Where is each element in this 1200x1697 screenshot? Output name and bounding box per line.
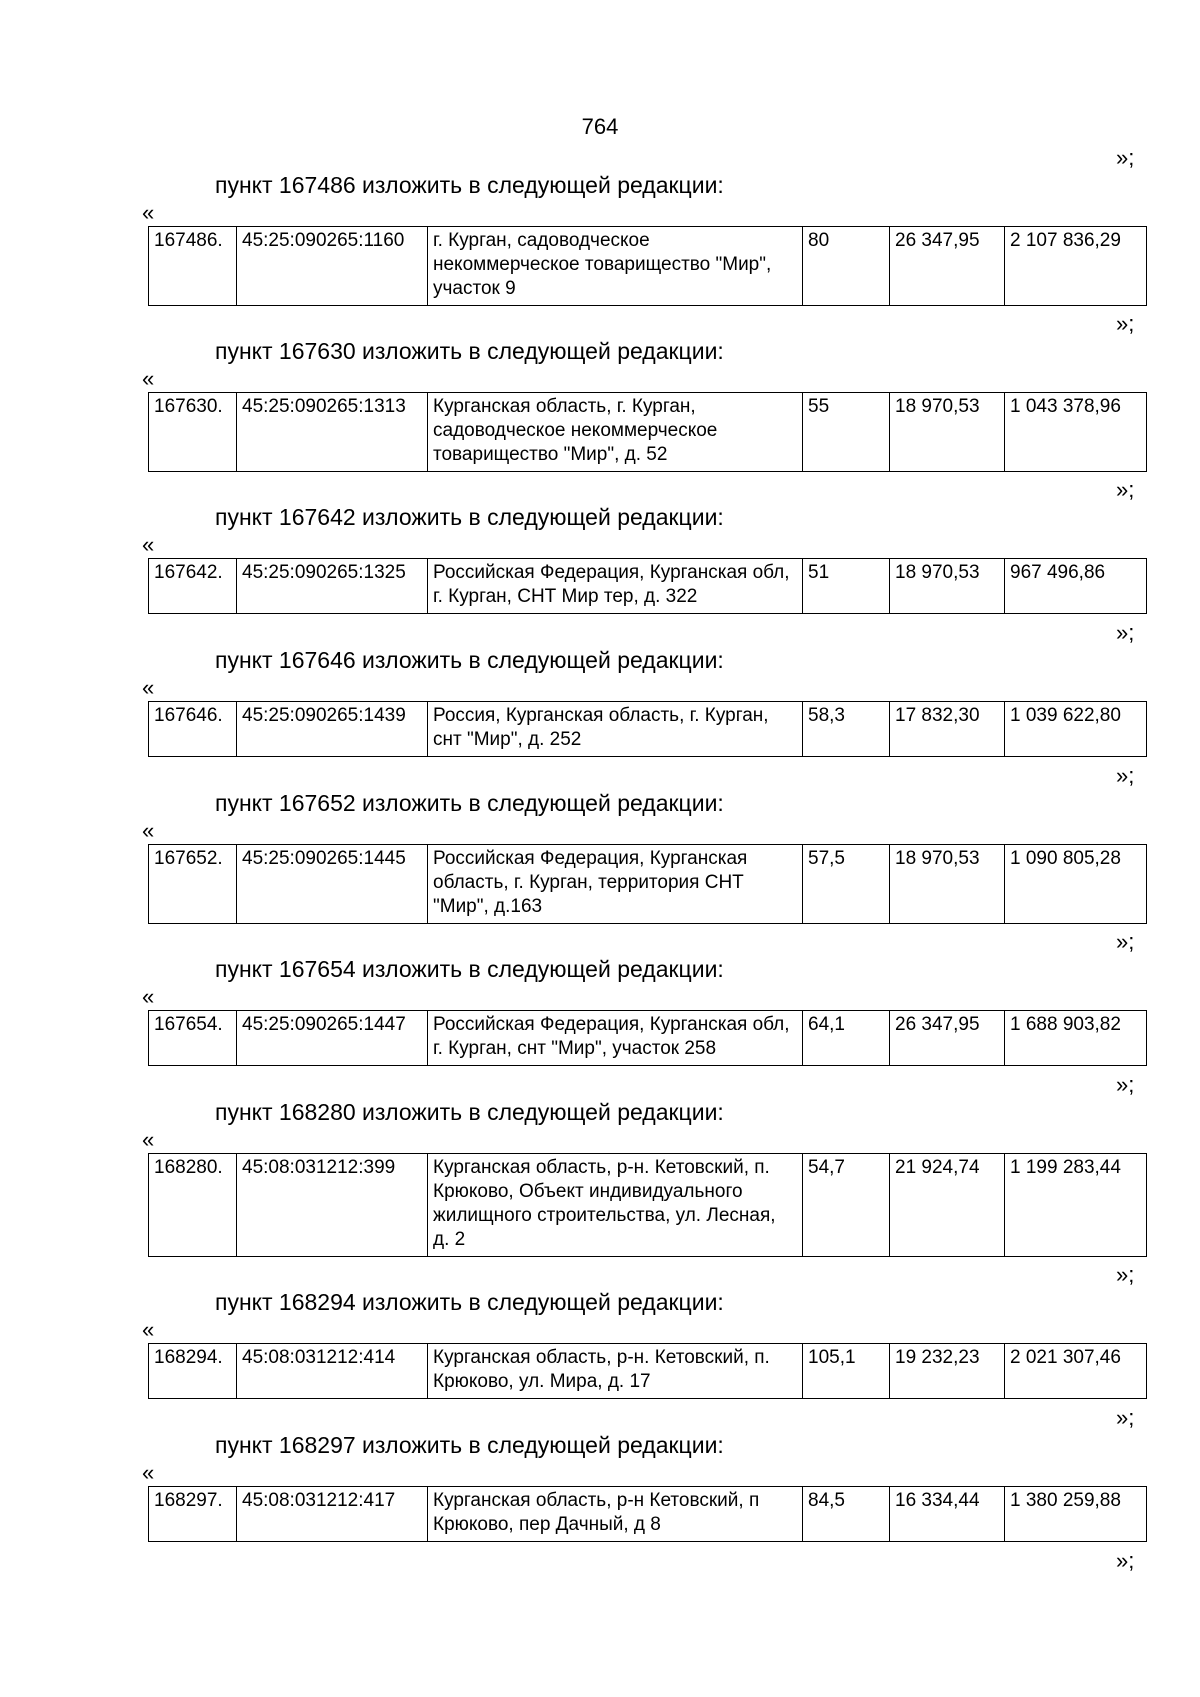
unit-value-cell: 18 970,53 <box>890 559 1005 614</box>
close-quote: »; <box>1116 763 1135 788</box>
close-quote: »; <box>1116 1262 1135 1287</box>
item-number-cell: 168294. <box>149 1344 237 1399</box>
table-row <box>149 393 1147 472</box>
address-cell: Россия, Курганская область, г. Курган, снт "Мир", д. 252 <box>428 702 803 757</box>
cadastral-number-cell: 45:25:090265:1445 <box>237 845 428 924</box>
area-cell: 58,3 <box>803 702 890 757</box>
item-number-cell: 167642. <box>149 559 237 614</box>
table-row <box>149 845 1147 924</box>
table-row <box>149 1011 1147 1066</box>
table-row <box>149 1487 1147 1542</box>
record-table <box>148 558 1147 614</box>
open-quote: « <box>142 1317 155 1342</box>
address-cell: г. Курган, садоводческое некоммерческое товарищество "Мир", участок 9 <box>428 227 803 306</box>
record-table <box>148 844 1147 924</box>
unit-value-cell: 18 970,53 <box>890 845 1005 924</box>
close-quote: »; <box>1116 1548 1135 1573</box>
item-number-cell: 167646. <box>149 702 237 757</box>
unit-value-cell: 17 832,30 <box>890 702 1005 757</box>
area-cell: 54,7 <box>803 1154 890 1257</box>
close-quote: »; <box>1116 620 1135 645</box>
unit-value-cell: 21 924,74 <box>890 1154 1005 1257</box>
total-value-cell: 1 380 259,88 <box>1005 1487 1147 1542</box>
cadastral-number-cell: 45:08:031212:414 <box>237 1344 428 1399</box>
record-table <box>148 392 1147 472</box>
open-quote: « <box>142 532 155 557</box>
address-cell: Курганская область, р-н. Кетовский, п. Крюково, ул. Мира, д. 17 <box>428 1344 803 1399</box>
open-quote: « <box>142 366 155 391</box>
open-quote: « <box>142 675 155 700</box>
address-cell: Российская Федерация, Курганская область, г. Курган, территория СНТ "Мир", д.163 <box>428 845 803 924</box>
area-cell: 51 <box>803 559 890 614</box>
amendment-instruction: пункт 167642 изложить в следующей редакции: <box>215 504 724 530</box>
total-value-cell: 1 039 622,80 <box>1005 702 1147 757</box>
table-row <box>149 227 1147 306</box>
close-quote: »; <box>1116 929 1135 954</box>
cadastral-number-cell: 45:25:090265:1447 <box>237 1011 428 1066</box>
item-number-cell: 167654. <box>149 1011 237 1066</box>
amendment-instruction: пункт 168297 изложить в следующей редакции: <box>215 1432 724 1458</box>
item-number-cell: 168297. <box>149 1487 237 1542</box>
open-quote: « <box>142 1127 155 1152</box>
close-quote: »; <box>1116 1072 1135 1097</box>
unit-value-cell: 18 970,53 <box>890 393 1005 472</box>
unit-value-cell: 16 334,44 <box>890 1487 1005 1542</box>
close-quote: »; <box>1116 477 1135 502</box>
total-value-cell: 1 688 903,82 <box>1005 1011 1147 1066</box>
cadastral-number-cell: 45:25:090265:1313 <box>237 393 428 472</box>
area-cell: 55 <box>803 393 890 472</box>
address-cell: Курганская область, р-н Кетовский, п Крюково, пер Дачный, д 8 <box>428 1487 803 1542</box>
cadastral-number-cell: 45:25:090265:1160 <box>237 227 428 306</box>
amendment-instruction: пункт 167654 изложить в следующей редакции: <box>215 956 724 982</box>
page-number: 764 <box>581 114 619 139</box>
open-quote: « <box>142 200 155 225</box>
area-cell: 84,5 <box>803 1487 890 1542</box>
record-table <box>148 1010 1147 1066</box>
close-quote: »; <box>1116 1405 1135 1430</box>
unit-value-cell: 19 232,23 <box>890 1344 1005 1399</box>
item-number-cell: 167630. <box>149 393 237 472</box>
address-cell: Курганская область, г. Курган, садоводческое некоммерческое товарищество "Мир", д. 52 <box>428 393 803 472</box>
amendment-instruction: пункт 167646 изложить в следующей редакции: <box>215 647 724 673</box>
amendment-instruction: пункт 167486 изложить в следующей редакции: <box>215 172 724 198</box>
cadastral-number-cell: 45:08:031212:417 <box>237 1487 428 1542</box>
total-value-cell: 967 496,86 <box>1005 559 1147 614</box>
total-value-cell: 1 043 378,96 <box>1005 393 1147 472</box>
amendment-instruction: пункт 168294 изложить в следующей редакции: <box>215 1289 724 1315</box>
cadastral-number-cell: 45:25:090265:1325 <box>237 559 428 614</box>
amendment-instruction: пункт 167630 изложить в следующей редакции: <box>215 338 724 364</box>
record-table <box>148 1486 1147 1542</box>
table-row <box>149 1154 1147 1257</box>
area-cell: 105,1 <box>803 1344 890 1399</box>
amendment-instruction: пункт 168280 изложить в следующей редакции: <box>215 1099 724 1125</box>
open-quote: « <box>142 984 155 1009</box>
record-table <box>148 1343 1147 1399</box>
area-cell: 80 <box>803 227 890 306</box>
table-row <box>149 559 1147 614</box>
table-row <box>149 1344 1147 1399</box>
address-cell: Российская Федерация, Курганская обл, г. Курган, СНТ Мир тер, д. 322 <box>428 559 803 614</box>
cadastral-number-cell: 45:25:090265:1439 <box>237 702 428 757</box>
record-table <box>148 701 1147 757</box>
address-cell: Российская Федерация, Курганская обл, г. Курган, снт "Мир", участок 258 <box>428 1011 803 1066</box>
area-cell: 64,1 <box>803 1011 890 1066</box>
amendment-instruction: пункт 167652 изложить в следующей редакции: <box>215 790 724 816</box>
total-value-cell: 1 090 805,28 <box>1005 845 1147 924</box>
total-value-cell: 1 199 283,44 <box>1005 1154 1147 1257</box>
unit-value-cell: 26 347,95 <box>890 1011 1005 1066</box>
address-cell: Курганская область, р-н. Кетовский, п. Крюково, Объект индивидуального жилищного строительства, ул. Лесная, д. 2 <box>428 1154 803 1257</box>
close-quote: »; <box>1116 145 1135 170</box>
item-number-cell: 167486. <box>149 227 237 306</box>
total-value-cell: 2 107 836,29 <box>1005 227 1147 306</box>
record-table <box>148 226 1147 306</box>
open-quote: « <box>142 818 155 843</box>
total-value-cell: 2 021 307,46 <box>1005 1344 1147 1399</box>
record-table <box>148 1153 1147 1257</box>
open-quote: « <box>142 1460 155 1485</box>
table-row <box>149 702 1147 757</box>
cadastral-number-cell: 45:08:031212:399 <box>237 1154 428 1257</box>
item-number-cell: 167652. <box>149 845 237 924</box>
unit-value-cell: 26 347,95 <box>890 227 1005 306</box>
area-cell: 57,5 <box>803 845 890 924</box>
close-quote: »; <box>1116 311 1135 336</box>
item-number-cell: 168280. <box>149 1154 237 1257</box>
